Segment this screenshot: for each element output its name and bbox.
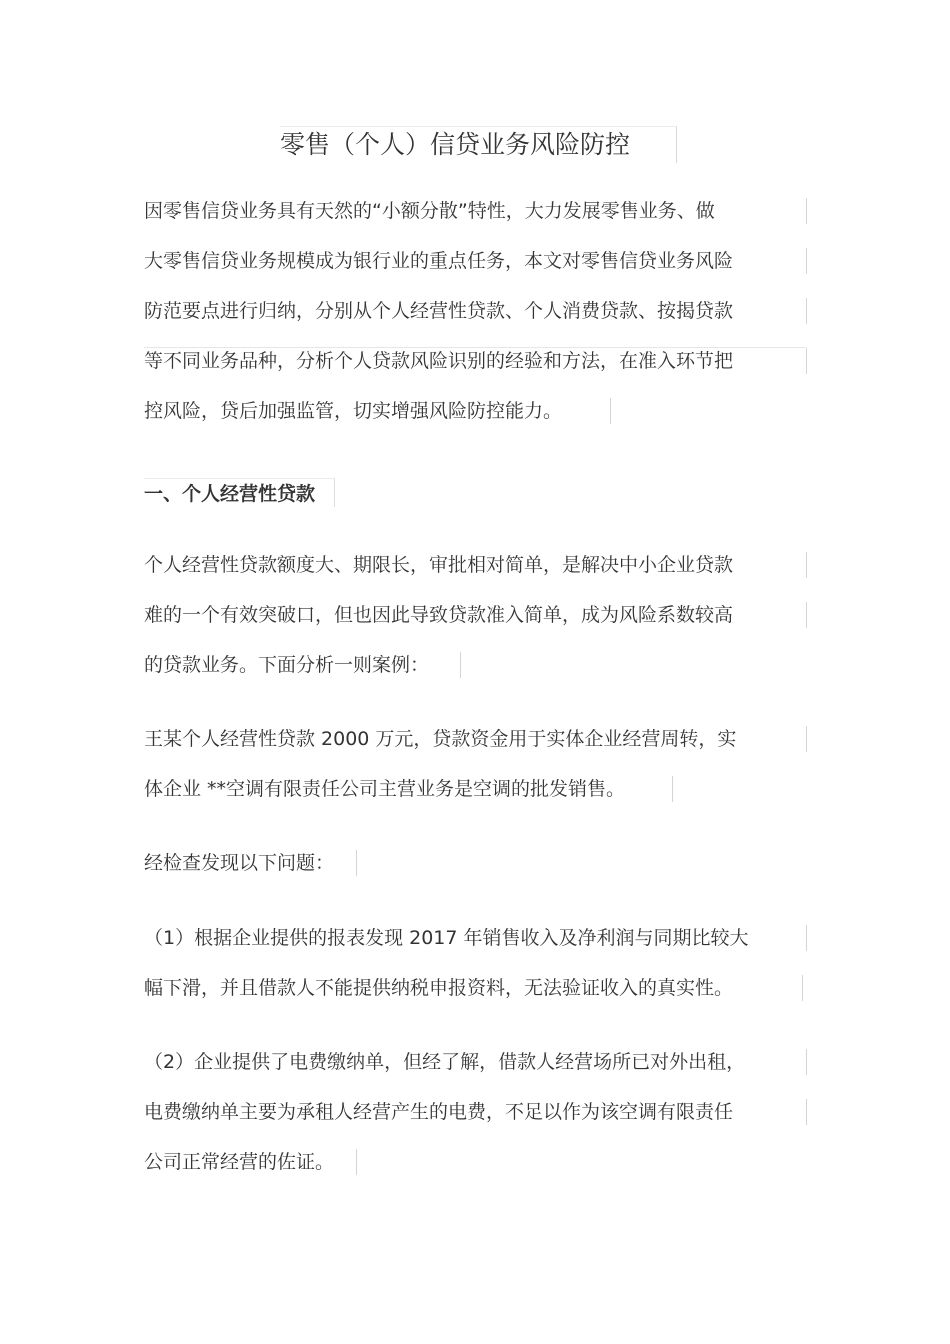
section1-line-3: 的贷款业务。下面分析一则案例： [144,652,461,678]
intro-line-5: 控风险，贷后加强监管，切实增强风险防控能力。 [144,398,611,424]
section-heading: 一、个人经营性贷款 [144,478,335,507]
section1-line-2: 难的一个有效突破口，但也因此导致贷款准入简单，成为风险系数较高 [144,602,807,628]
issue2-line-2: 电费缴纳单主要为承租人经营产生的电费，不足以作为该空调有限责任 [144,1099,807,1125]
intro-line-3: 防范要点进行归纳，分别从个人经营性贷款、个人消费贷款、按揭贷款 [144,298,807,324]
case-line-1: 王某个人经营性贷款 2000 万元，贷款资金用于实体企业经营周转，实 [144,726,807,752]
intro-line-4: 等不同业务品种，分析个人贷款风险识别的经验和方法，在准入环节把 [144,348,807,374]
section1-line-1: 个人经营性贷款额度大、期限长，审批相对简单，是解决中小企业贷款 [144,552,807,578]
issue2-line-3: 公司正常经营的佐证。 [144,1149,357,1175]
document-title: 零售（个人）信贷业务风险防控 [280,126,677,163]
intro-line-1: 因零售信贷业务具有天然的“小额分散”特性，大力发展零售业务、做 [144,198,807,224]
check-line: 经检查发现以下问题： [144,850,357,876]
issue2-line-1: （2）企业提供了电费缴纳单，但经了解，借款人经营场所已对外出租， [144,1049,807,1075]
case-line-2: 体企业 **空调有限责任公司主营业务是空调的批发销售。 [144,776,673,802]
issue1-line-2: 幅下滑，并且借款人不能提供纳税申报资料，无法验证收入的真实性。 [144,975,803,1001]
intro-line-2: 大零售信贷业务规模成为银行业的重点任务，本文对零售信贷业务风险 [144,248,807,274]
issue1-line-1: （1）根据企业提供的报表发现 2017 年销售收入及净利润与同期比较大 [144,925,807,951]
